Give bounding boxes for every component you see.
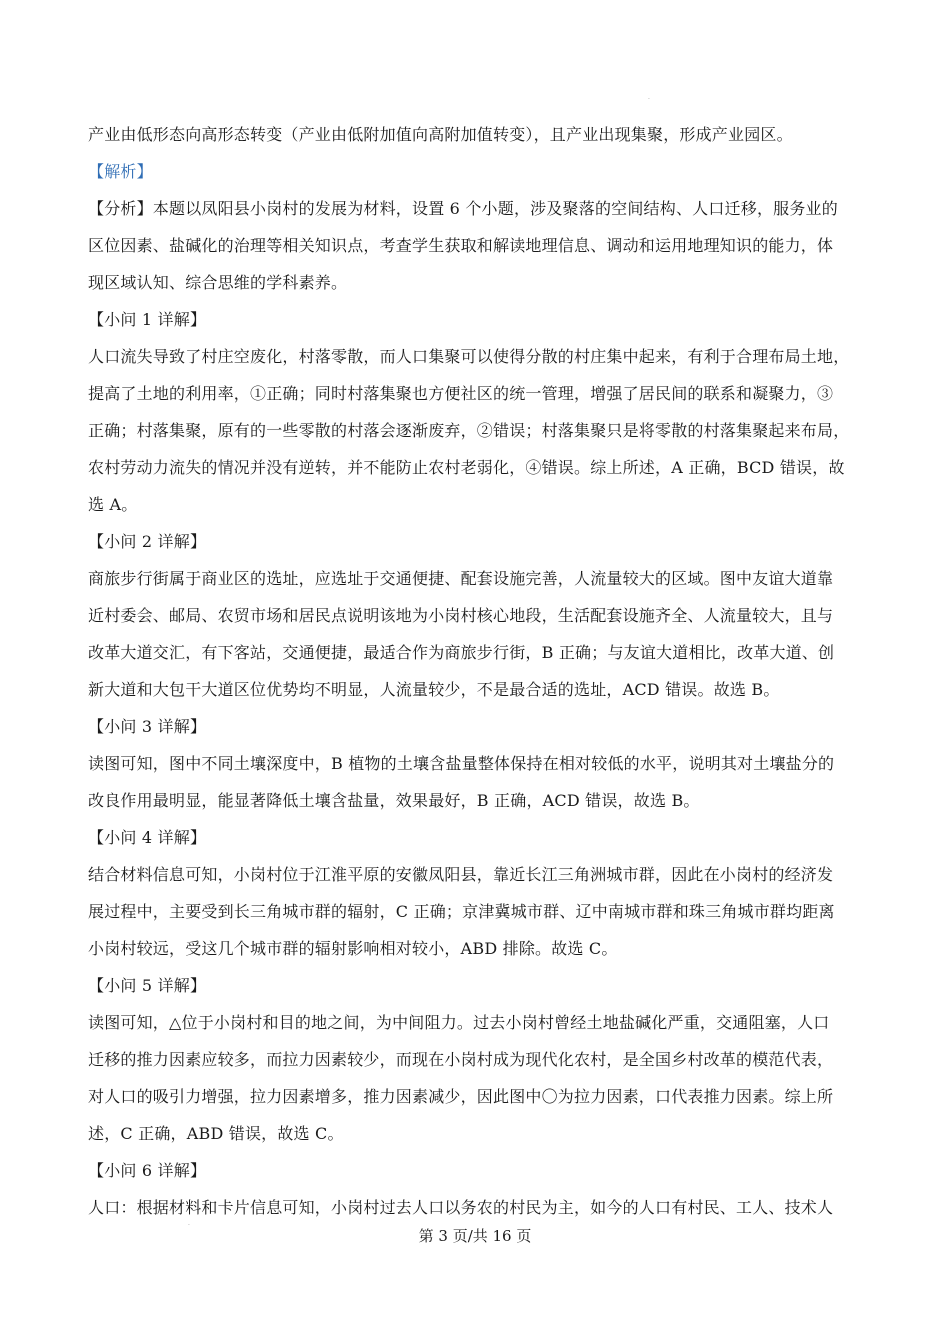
text-line: 现区域认知、综合思维的学科素养。 (88, 273, 348, 292)
text-line: 【小问 1 详解】 (88, 310, 207, 329)
text-line: 【小问 3 详解】 (88, 717, 207, 736)
text-line: 读图可知，图中不同土壤深度中，B 植物的土壤含盐量整体保持在相对较低的水平，说明其对土壤盐分的 (88, 754, 835, 773)
paragraph (88, 338, 862, 523)
text-line: 【小问 2 详解】 (88, 532, 207, 551)
text-line: 【分析】本题以凤阳县小岗村的发展为材料，设置 6 个小题，涉及聚落的空间结构、人口迁移，服务业的 (88, 199, 838, 218)
paragraph (88, 745, 862, 819)
section-heading (88, 1152, 862, 1189)
scan-speck: · (648, 96, 650, 103)
text-line: 近村委会、邮局、农贸市场和居民点说明该地为小岗村核心地段，生活配套设施齐全、人流量较大，且与 (88, 606, 834, 625)
section-heading (88, 819, 862, 856)
text-line: 正确；村落集聚，原有的一些零散的村落会逐渐废弃，②错误；村落集聚只是将零散的村落集聚起来布局， (88, 421, 850, 440)
text-line: 迁移的推力因素应较多，而拉力因素较少，而现在小岗村成为现代化农村，是全国乡村改革的模范代表， (88, 1050, 834, 1069)
text-line: 改良作用最明显，能显著降低土壤含盐量，效果最好，B 正确，ACD 错误，故选 B。 (88, 791, 700, 810)
text-line: 改革大道交汇，有下客站，交通便捷，最适合作为商旅步行街，B 正确；与友谊大道相比，改革大道、创 (88, 643, 835, 662)
section-heading (88, 967, 862, 1004)
text-line: 农村劳动力流失的情况并没有逆转，并不能防止农村老弱化，④错误。综上所述，A 正确，BCD 错误，故 (88, 458, 845, 477)
section-heading (88, 708, 862, 745)
text-line: 区位因素、盐碱化的治理等相关知识点，考查学生获取和解读地理信息、调动和运用地理知识的能力，体 (88, 236, 834, 255)
section-heading (88, 301, 862, 338)
analysis-heading-link[interactable] (88, 153, 862, 190)
text-line: 人口流失导致了村庄空废化，村落零散，而人口集聚可以使得分散的村庄集中起来，有利于合理布局土地， (88, 347, 850, 366)
text-line: 提高了土地的利用率，①正确；同时村落集聚也方便社区的统一管理，增强了居民间的联系和凝聚力，③ (88, 384, 834, 403)
text-line: 述，C 正确，ABD 错误，故选 C。 (88, 1124, 344, 1143)
scan-speck: · (188, 1222, 190, 1229)
text-line: 【小问 6 详解】 (88, 1161, 207, 1180)
text-line: 商旅步行街属于商业区的选址，应选址于交通便捷、配套设施完善，人流量较大的区域。图中友谊大道靠 (88, 569, 834, 588)
document-body (88, 116, 862, 1226)
paragraph (88, 116, 862, 153)
paragraph (88, 1189, 862, 1226)
text-line: 选 A。 (88, 495, 138, 514)
text-line: 展过程中，主要受到长三角城市群的辐射，C 正确；京津冀城市群、辽中南城市群和珠三角城市群均距离 (88, 902, 835, 921)
text-line: 小岗村较远，受这几个城市群的辐射影响相对较小，ABD 排除。故选 C。 (88, 939, 618, 958)
text-line: 【解析】 (88, 162, 153, 181)
page-number: 第 3 页/共 16 页 (418, 1227, 532, 1245)
paragraph (88, 856, 862, 967)
text-line: 【小问 5 详解】 (88, 976, 207, 995)
section-heading (88, 523, 862, 560)
paragraph (88, 1004, 862, 1152)
text-line: 人口：根据材料和卡片信息可知，小岗村过去人口以务农的村民为主，如今的人口有村民、工人、技术人 (88, 1198, 834, 1217)
text-line: 【小问 4 详解】 (88, 828, 207, 847)
paragraph (88, 560, 862, 708)
text-line: 对人口的吸引力增强，拉力因素增多，推力因素减少，因此图中〇为拉力因素，口代表推力因素。综上所 (88, 1087, 834, 1106)
text-line: 产业由低形态向高形态转变（产业由低附加值向高附加值转变），且产业出现集聚，形成产业园区。 (88, 125, 793, 144)
paragraph (88, 190, 862, 301)
page-footer (0, 1225, 950, 1247)
text-line: 结合材料信息可知，小岗村位于江淮平原的安徽凤阳县，靠近长江三角洲城市群，因此在小岗村的经济发 (88, 865, 834, 884)
text-line: 读图可知，△位于小岗村和目的地之间，为中间阻力。过去小岗村曾经土地盐碱化严重，交通阻塞，人口 (88, 1013, 830, 1032)
text-line: 新大道和大包干大道区位优势均不明显，人流量较少，不是最合适的选址，ACD 错误。故选 B。 (88, 680, 780, 699)
